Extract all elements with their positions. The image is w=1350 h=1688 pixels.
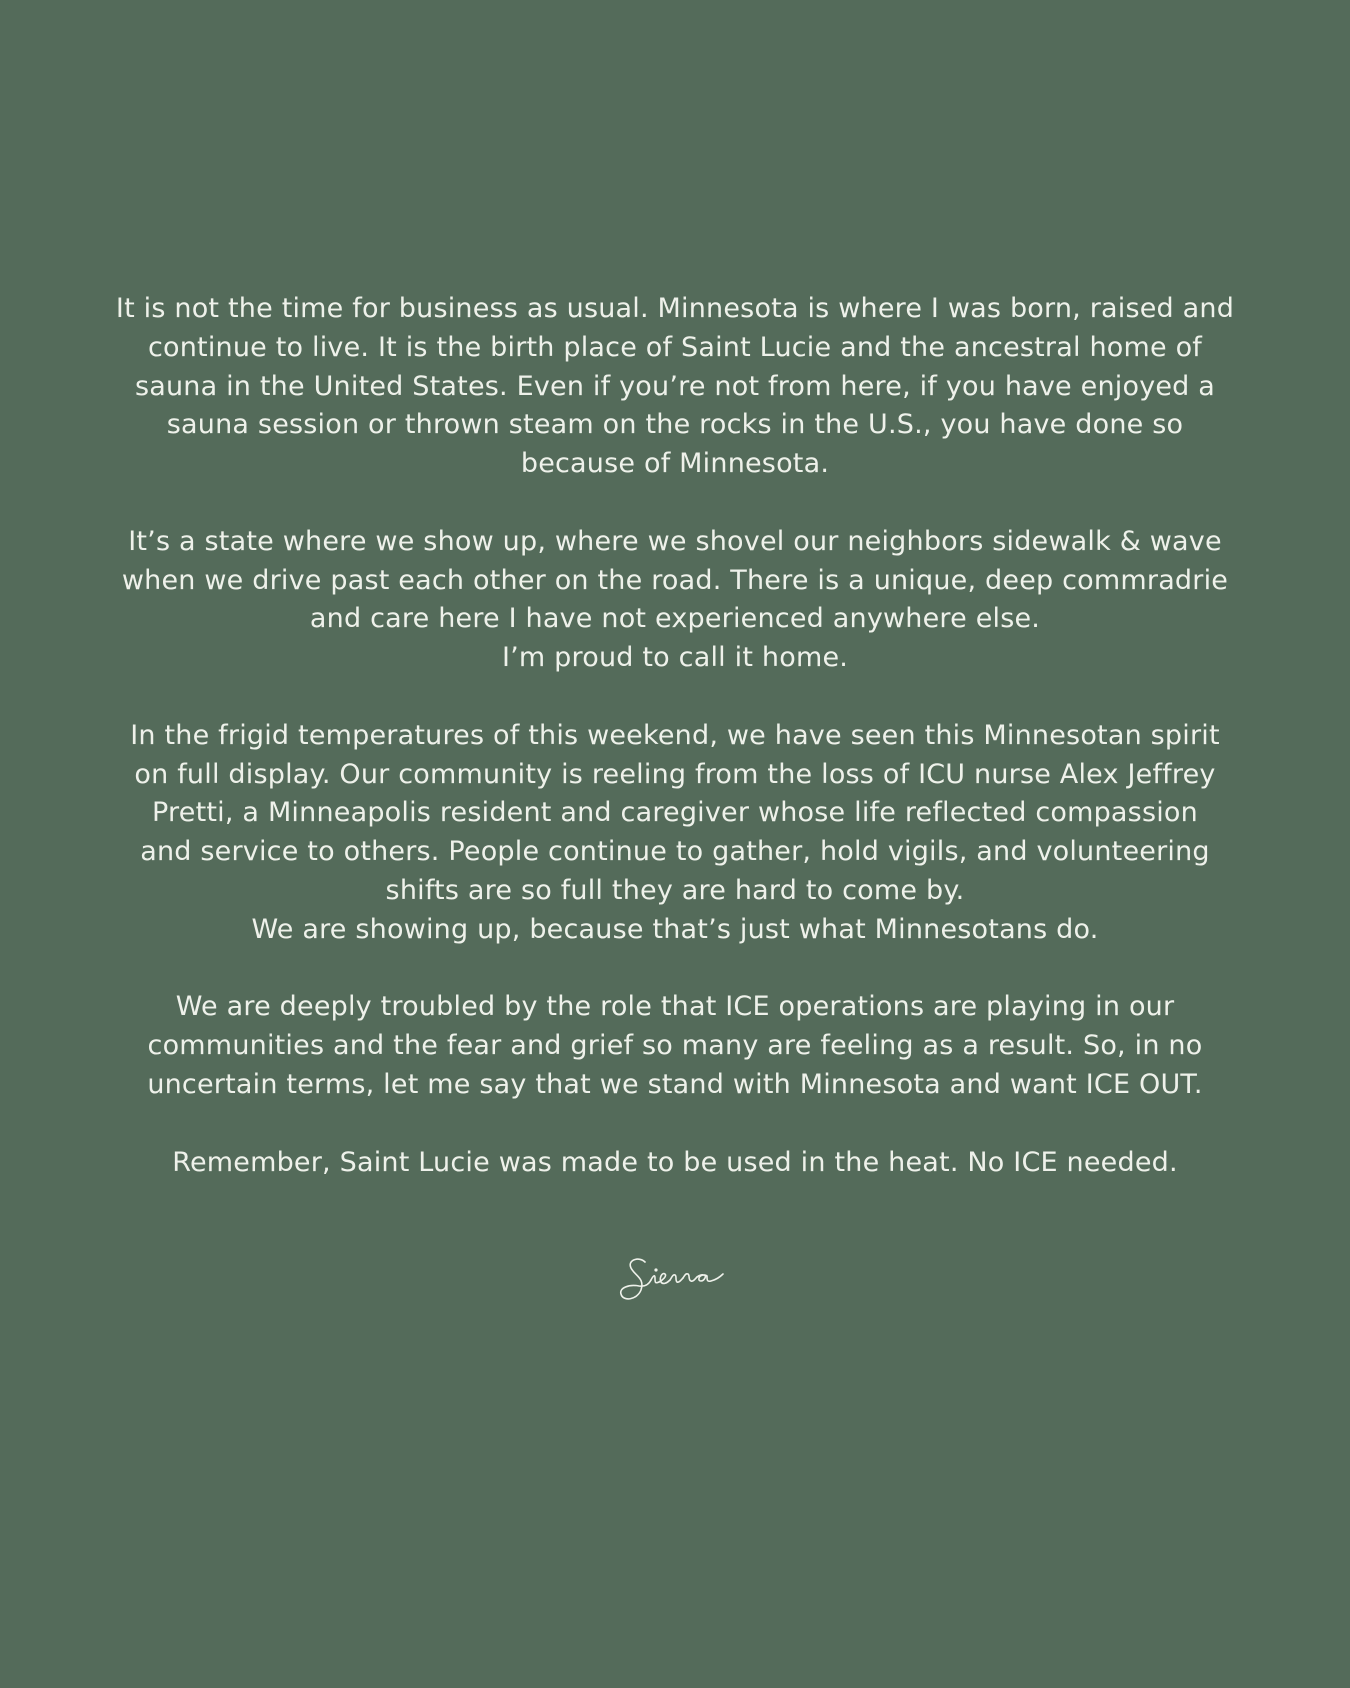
text-line: sauna session or thrown steam on the rocks in the U.S., you have done so xyxy=(166,409,1184,441)
text-line: We are showing up, because that’s just what Minnesotans do. xyxy=(251,913,1099,945)
text-line: shifts are so full they are hard to come by. xyxy=(385,874,965,906)
paragraph-closing xyxy=(105,1144,1245,1183)
text-line: Remember, Saint Lucie was made to be used in the heat. No ICE needed. xyxy=(172,1146,1178,1178)
signature-handwriting xyxy=(615,1250,735,1310)
text-line: continue to live. It is the birth place of Saint Lucie and the ancestral home of xyxy=(147,331,1203,363)
text-line: communities and the fear and grief so many are feeling as a result. So, in no xyxy=(147,1030,1203,1062)
text-line: when we drive past each other on the road. There is a unique, deep commradrie xyxy=(121,564,1229,596)
paragraph-ice-statement xyxy=(105,988,1245,1104)
paragraph-state-community xyxy=(105,523,1245,678)
letter-body xyxy=(0,290,1350,1221)
text-line: and care here I have not experienced anywhere else. xyxy=(309,603,1041,635)
text-line: uncertain terms, let me say that we stand with Minnesota and want ICE OUT. xyxy=(147,1068,1203,1100)
text-line: and service to others. People continue to gather, hold vigils, and volunteering xyxy=(140,836,1210,868)
text-line: Pretti, a Minneapolis resident and caregiver whose life reflected compassion xyxy=(152,797,1198,829)
text-line: It is not the time for business as usual. Minnesota is where I was born, raised and xyxy=(115,293,1235,324)
text-line: It’s a state where we show up, where we shovel our neighbors sidewalk & wave xyxy=(128,525,1222,557)
text-line: I’m proud to call it home. xyxy=(501,642,849,674)
text-line: In the frigid temperatures of this weekend, we have seen this Minnesotan spirit xyxy=(130,719,1220,751)
text-line: because of Minnesota. xyxy=(520,448,830,480)
paragraph-weekend-spirit xyxy=(105,717,1245,950)
text-line: sauna in the United States. Even if you’re not from here, if you have enjoyed a xyxy=(134,370,1216,402)
text-line: on full display. Our community is reeling from the loss of ICU nurse Alex Jeffrey xyxy=(134,758,1216,790)
paragraph-minnesota-home xyxy=(105,290,1245,484)
text-line: We are deeply troubled by the role that ICE operations are playing in our xyxy=(175,991,1175,1023)
signature xyxy=(0,1250,1350,1315)
